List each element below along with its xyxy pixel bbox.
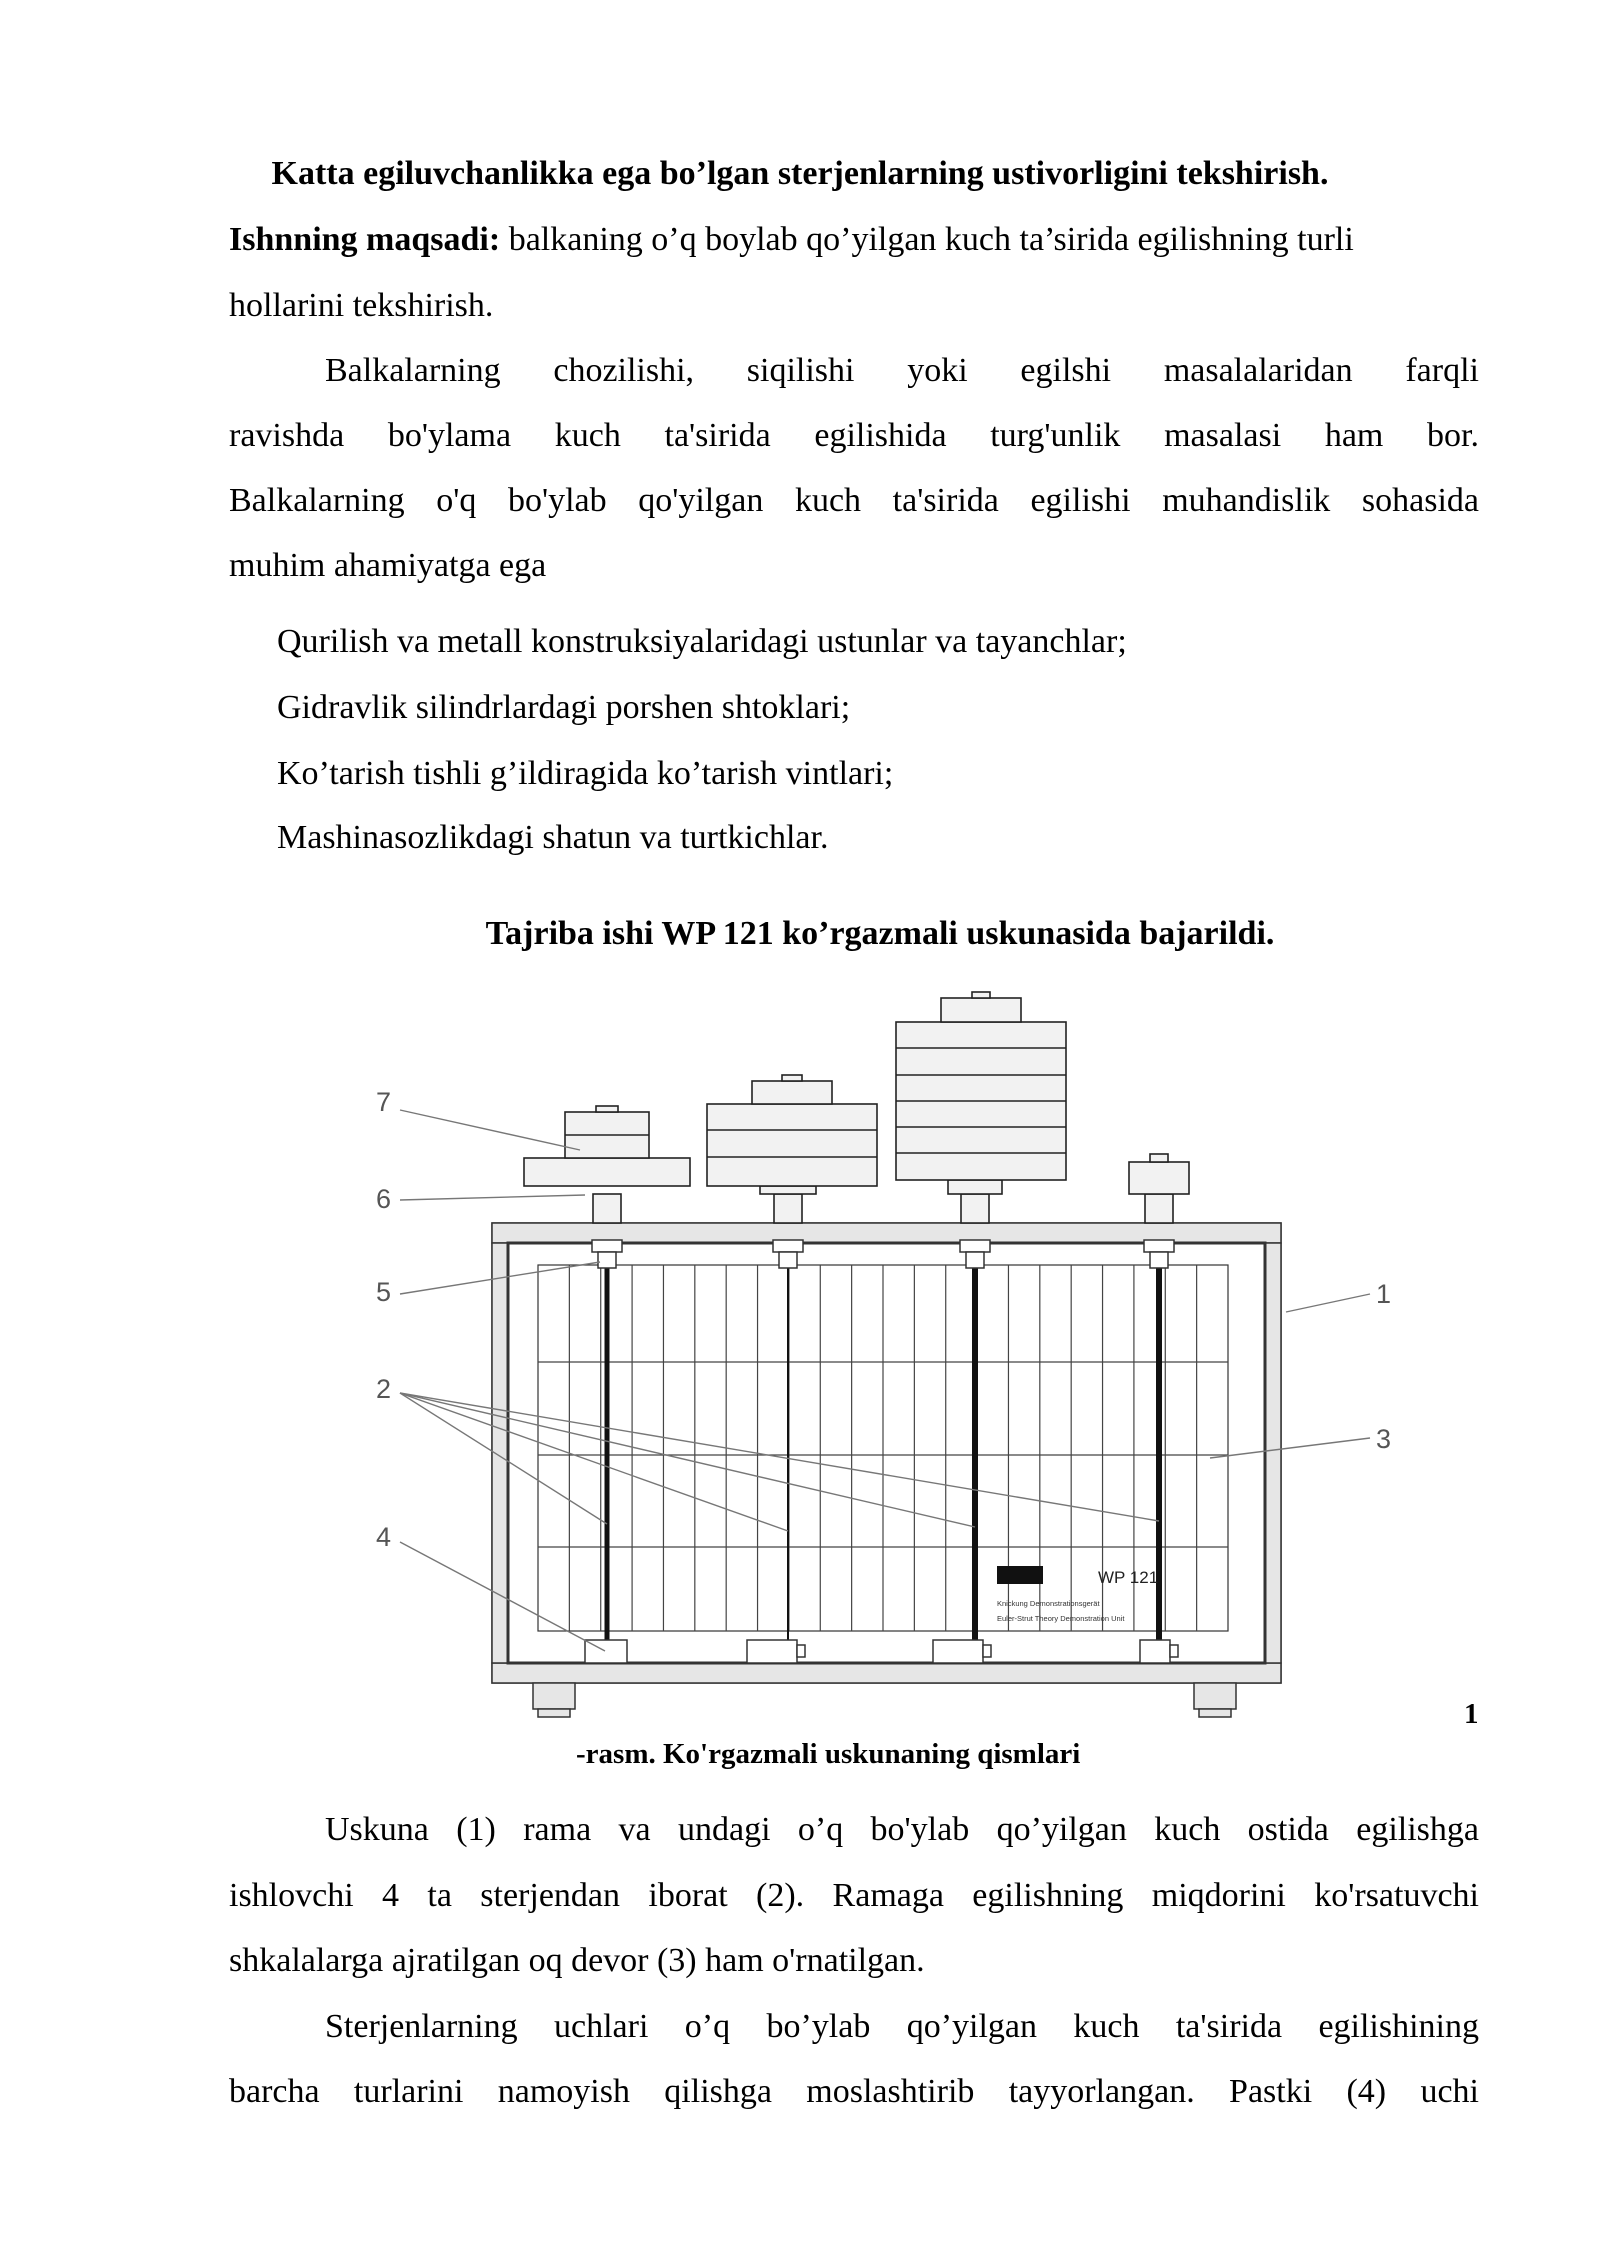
figure-caption: -rasm. Ko'rgazmali uskunaning qismlari [576, 1738, 1081, 1770]
intro-line: Balkalarning o'q bo'ylab qo'yilgan kuch ta'sirida egilishi muhandislik sohasida [229, 482, 1479, 519]
callout-4: 4 [376, 1522, 392, 1552]
para1-line: ishlovchi 4 ta sterjendan iborat (2). Ramaga egilishning miqdorini ko'rsatuvchi [229, 1877, 1479, 1914]
para1-line: Uskuna (1) rama va undagi o’q bo'ylab qo’yilgan kuch ostida egilishga [325, 1811, 1479, 1848]
document-title: Katta egiluvchanlikka ega bo’lgan sterjenlarning ustivorligini tekshirish. [271, 155, 1329, 192]
callout-5: 5 [376, 1277, 392, 1307]
logo-block [997, 1566, 1043, 1584]
intro-line: muhim ahamiyatga ega [229, 547, 547, 584]
callout-3: 3 [1376, 1424, 1392, 1454]
list-item: Ko’tarish tishli g’ildiragida ko’tarish vintlari; [277, 755, 894, 792]
frame [492, 1223, 1281, 1683]
intro-line: ravishda bo'ylama kuch ta'sirida egilishida turg'unlik masalasi ham bor. [229, 417, 1479, 454]
plate-line-1: Knickung Demonstrationsgerät [997, 1599, 1100, 1608]
para1-line: shkalalarga ajratilgan oq devor (3) ham o'rnatilgan. [229, 1942, 925, 1979]
para2-line: barcha turlarini namoyish qilishga moslashtirib tayyorlangan. Pastki (4) uchi [229, 2073, 1479, 2110]
callout-1: 1 [1376, 1279, 1392, 1309]
list-item: Mashinasozlikdagi shatun va turtkichlar. [277, 819, 829, 856]
callout-2: 2 [376, 1374, 392, 1404]
figure-number: 1 [1464, 1698, 1479, 1730]
aim-label: Ishnning maqsadi: [229, 221, 501, 258]
plate-model: WP 121 [1098, 1568, 1159, 1587]
plate-line-2: Euler-Strut Theory Demonstration Unit [997, 1614, 1125, 1623]
callout-7: 7 [376, 1087, 392, 1117]
aim-line-2: hollarini tekshirish. [229, 287, 494, 324]
para2-line: Sterjenlarning uchlari o’q bo’ylab qo’yilgan kuch ta'sirida egilishining [325, 2008, 1479, 2045]
list-item: Qurilish va metall konstruksiyalaridagi ustunlar va tayanchlar; [277, 623, 1127, 660]
list-item: Gidravlik silindrlardagi porshen shtoklari; [277, 689, 851, 726]
intro-line: Balkalarning chozilishi, siqilishi yoki egilshi masalalaridan farqli [325, 352, 1479, 389]
callout-6: 6 [376, 1184, 392, 1214]
experiment-heading: Tajriba ishi WP 121 ko’rgazmali uskunasida bajarildi. [485, 915, 1275, 952]
aim-text: balkaning o’q boylab qo’yilgan kuch ta’sirida egilishning turli [500, 221, 1354, 258]
